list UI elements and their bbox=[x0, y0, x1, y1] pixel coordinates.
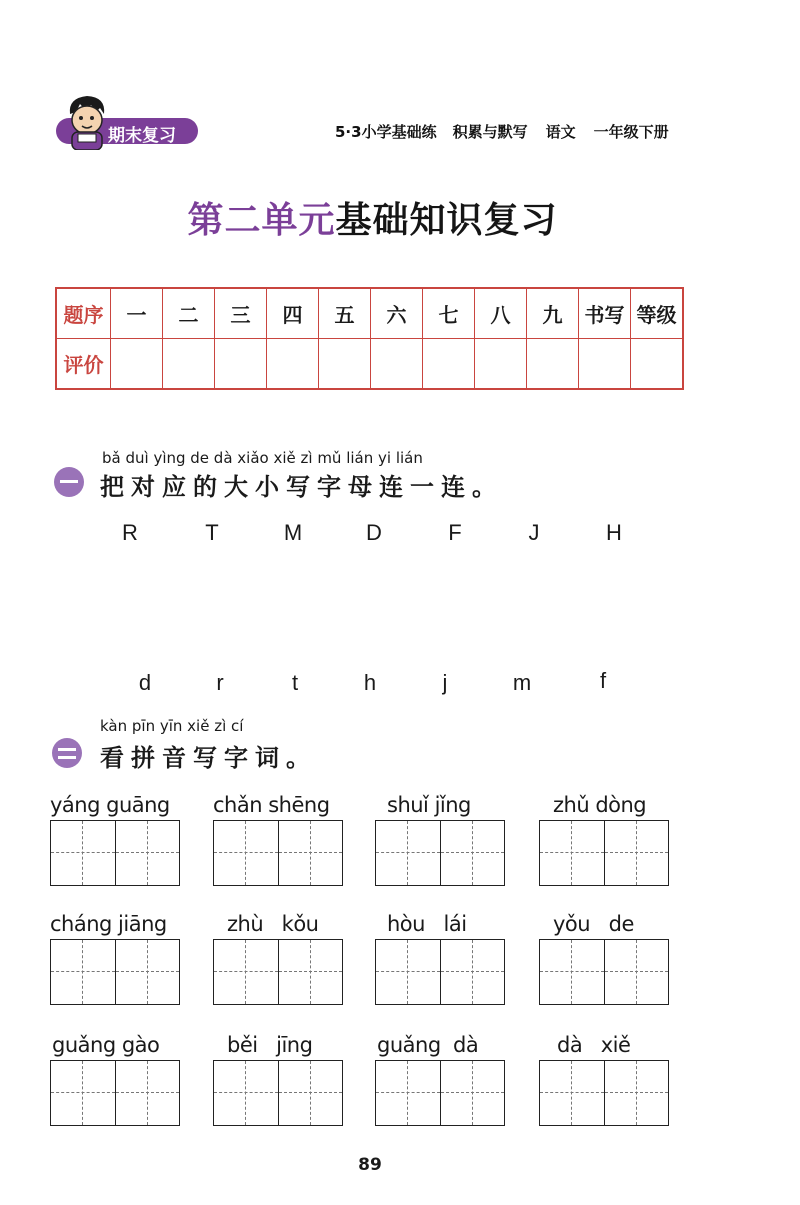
writing-cell[interactable] bbox=[604, 1061, 668, 1125]
word-pinyin: yǒu de bbox=[553, 912, 634, 936]
uppercase-letter[interactable]: M bbox=[283, 520, 303, 545]
writing-cell[interactable] bbox=[376, 940, 440, 1004]
uppercase-letter[interactable]: J bbox=[528, 520, 540, 545]
table-cell: 等级 bbox=[631, 288, 684, 339]
word-exercise bbox=[539, 909, 671, 1005]
writing-cell[interactable] bbox=[51, 1061, 115, 1125]
grade: 一年级下册 bbox=[593, 123, 669, 141]
word-pinyin: guǎng gào bbox=[52, 1033, 160, 1057]
word-pinyin: běi jīng bbox=[227, 1033, 313, 1057]
section2-title: 看拼音写字词。 bbox=[100, 744, 317, 772]
word-exercise bbox=[375, 790, 507, 886]
word-exercise bbox=[50, 1030, 182, 1126]
uppercase-letter[interactable]: T bbox=[205, 520, 219, 545]
word-exercise bbox=[50, 790, 182, 886]
writing-cell[interactable] bbox=[376, 821, 440, 885]
writing-cell[interactable] bbox=[51, 940, 115, 1004]
table-cell: 题序 bbox=[56, 288, 111, 339]
writing-cell[interactable] bbox=[51, 821, 115, 885]
section-number-one-icon bbox=[54, 467, 84, 497]
table-cell: 七 bbox=[423, 288, 475, 339]
table-cell: 九 bbox=[527, 288, 579, 339]
writing-boxes[interactable] bbox=[375, 820, 505, 886]
word-pinyin: zhù kǒu bbox=[227, 912, 319, 936]
writing-cell[interactable] bbox=[278, 821, 342, 885]
score-input-cell[interactable] bbox=[527, 339, 579, 390]
score-input-cell[interactable] bbox=[319, 339, 371, 390]
score-input-cell[interactable] bbox=[371, 339, 423, 390]
lowercase-letter[interactable]: m bbox=[512, 670, 532, 695]
writing-boxes[interactable] bbox=[213, 820, 343, 886]
word-pinyin: chǎn shēng bbox=[213, 793, 330, 817]
writing-cell[interactable] bbox=[440, 821, 504, 885]
table-cell: 八 bbox=[475, 288, 527, 339]
score-input-cell[interactable] bbox=[163, 339, 215, 390]
writing-boxes[interactable] bbox=[50, 939, 180, 1005]
word-exercise bbox=[50, 909, 182, 1005]
score-input-cell[interactable] bbox=[631, 339, 684, 390]
word-exercise bbox=[375, 1030, 507, 1126]
score-header-row bbox=[56, 288, 683, 339]
word-exercise bbox=[213, 909, 345, 1005]
lowercase-letter[interactable]: h bbox=[363, 670, 377, 695]
writing-cell[interactable] bbox=[440, 940, 504, 1004]
word-pinyin: yáng guāng bbox=[50, 793, 170, 817]
writing-boxes[interactable] bbox=[539, 939, 669, 1005]
series-name: 5·3小学基础练 bbox=[335, 123, 437, 141]
writing-boxes[interactable] bbox=[375, 939, 505, 1005]
writing-cell[interactable] bbox=[278, 940, 342, 1004]
word-pinyin: cháng jiāng bbox=[50, 912, 167, 936]
page-number: 89 bbox=[358, 1155, 382, 1175]
cartoon-boy-icon bbox=[58, 92, 116, 150]
writing-cell[interactable] bbox=[115, 1061, 179, 1125]
table-cell: 一 bbox=[111, 288, 163, 339]
writing-cell[interactable] bbox=[376, 1061, 440, 1125]
uppercase-letter[interactable]: H bbox=[606, 520, 622, 545]
writing-cell[interactable] bbox=[540, 821, 604, 885]
score-eval-row bbox=[56, 339, 683, 390]
score-table bbox=[55, 287, 684, 390]
writing-cell[interactable] bbox=[540, 940, 604, 1004]
page-title bbox=[0, 192, 745, 243]
subject: 语文 bbox=[545, 123, 576, 141]
score-input-cell[interactable] bbox=[111, 339, 163, 390]
table-cell: 书写 bbox=[579, 288, 631, 339]
writing-boxes[interactable] bbox=[539, 1060, 669, 1126]
writing-cell[interactable] bbox=[540, 1061, 604, 1125]
uppercase-letter[interactable]: D bbox=[366, 520, 382, 545]
table-cell: 五 bbox=[319, 288, 371, 339]
writing-cell[interactable] bbox=[278, 1061, 342, 1125]
word-pinyin: shuǐ jǐng bbox=[387, 793, 471, 817]
word-pinyin: dà xiě bbox=[557, 1033, 631, 1057]
table-cell: 四 bbox=[267, 288, 319, 339]
badge-label: 期末复习 bbox=[108, 126, 176, 146]
word-exercise bbox=[213, 1030, 345, 1126]
writing-boxes[interactable] bbox=[50, 1060, 180, 1126]
writing-cell[interactable] bbox=[214, 940, 278, 1004]
score-input-cell[interactable] bbox=[215, 339, 267, 390]
uppercase-letter[interactable]: F bbox=[448, 520, 462, 545]
section1-title: 把对应的大小写字母连一连。 bbox=[100, 473, 503, 501]
lowercase-letter[interactable]: f bbox=[599, 668, 607, 693]
table-cell: 二 bbox=[163, 288, 215, 339]
writing-cell[interactable] bbox=[115, 940, 179, 1004]
writing-cell[interactable] bbox=[604, 821, 668, 885]
word-pinyin: zhǔ dòng bbox=[553, 793, 647, 817]
section1-pinyin: bǎ duì yìng de dà xiǎo xiě zì mǔ lián yi lián bbox=[102, 449, 423, 467]
lowercase-letter[interactable]: d bbox=[138, 670, 152, 695]
book-name: 积累与默写 bbox=[452, 123, 528, 141]
lowercase-letter[interactable]: r bbox=[216, 670, 224, 695]
writing-cell[interactable] bbox=[214, 1061, 278, 1125]
writing-cell[interactable] bbox=[115, 821, 179, 885]
word-pinyin: guǎng dà bbox=[377, 1033, 479, 1057]
title-rest: 基础知识复习 bbox=[335, 200, 558, 241]
score-input-cell[interactable] bbox=[579, 339, 631, 390]
score-input-cell[interactable] bbox=[267, 339, 319, 390]
writing-cell[interactable] bbox=[214, 821, 278, 885]
word-exercise bbox=[539, 1030, 671, 1126]
word-exercise bbox=[375, 909, 507, 1005]
lowercase-letter[interactable]: j bbox=[442, 670, 448, 695]
table-cell: 三 bbox=[215, 288, 267, 339]
table-cell: 六 bbox=[371, 288, 423, 339]
writing-boxes[interactable] bbox=[213, 939, 343, 1005]
score-input-cell[interactable] bbox=[475, 339, 527, 390]
uppercase-letter[interactable]: R bbox=[122, 520, 138, 545]
title-accent: 第二单元 bbox=[187, 200, 336, 241]
word-pinyin: hòu lái bbox=[387, 912, 467, 936]
section2-pinyin: kàn pīn yīn xiě zì cí bbox=[100, 717, 244, 735]
writing-boxes[interactable] bbox=[50, 820, 180, 886]
section-number-two-icon bbox=[52, 738, 82, 768]
writing-boxes[interactable] bbox=[213, 1060, 343, 1126]
book-info bbox=[335, 121, 669, 142]
word-exercise bbox=[213, 790, 345, 886]
word-exercise bbox=[539, 790, 671, 886]
lowercase-letter[interactable]: t bbox=[291, 670, 299, 695]
writing-boxes[interactable] bbox=[539, 820, 669, 886]
table-cell: 评价 bbox=[56, 339, 111, 390]
writing-boxes[interactable] bbox=[375, 1060, 505, 1126]
score-input-cell[interactable] bbox=[423, 339, 475, 390]
writing-cell[interactable] bbox=[604, 940, 668, 1004]
writing-cell[interactable] bbox=[440, 1061, 504, 1125]
